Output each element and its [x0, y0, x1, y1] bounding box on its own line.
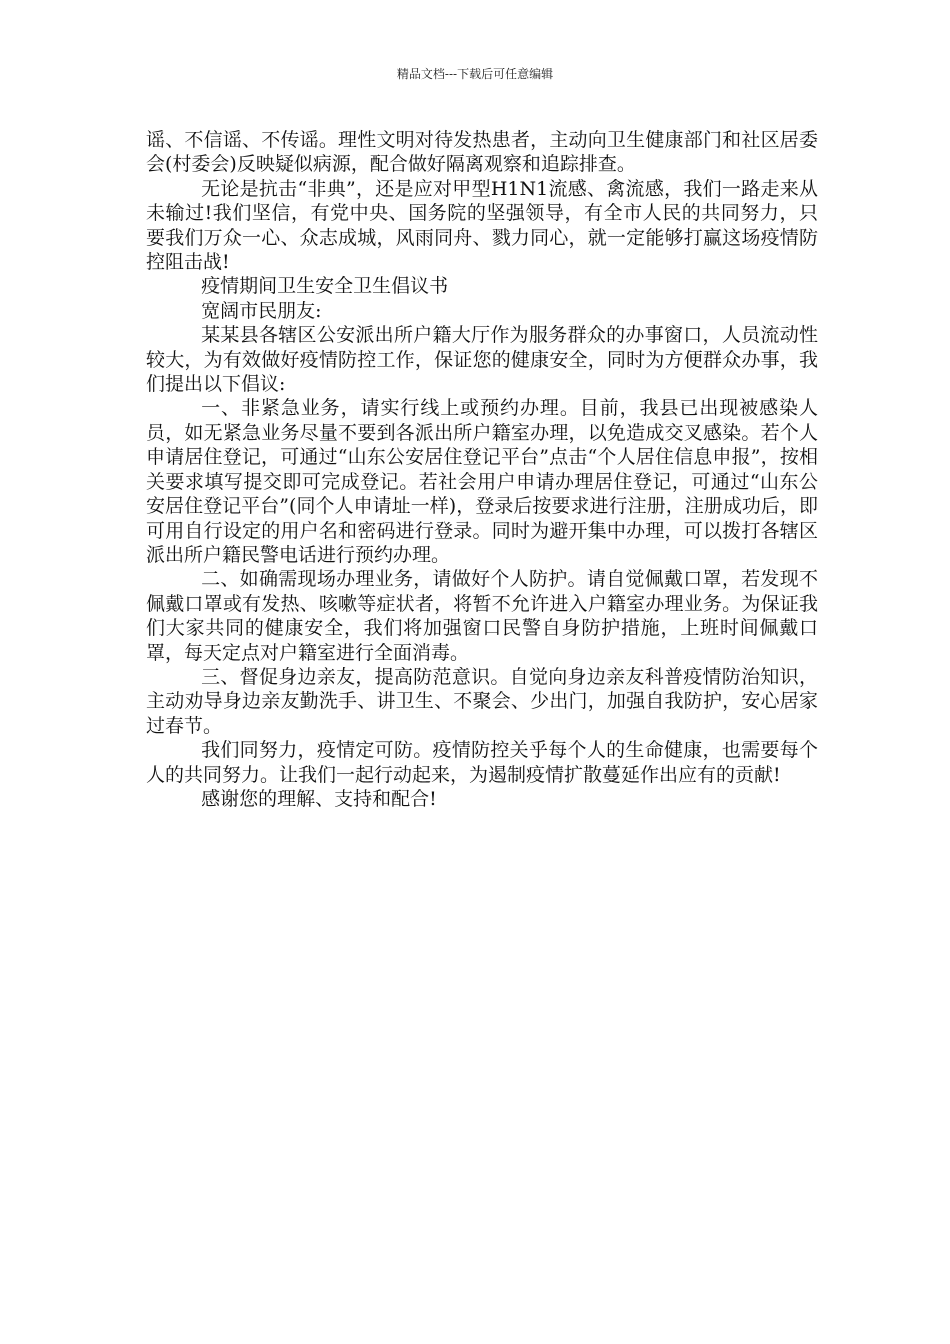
document-body: [146, 128, 818, 811]
salutation: 宽阔市民朋友:: [201, 299, 322, 322]
page-header: 精品文档---下载后可任意编辑: [396, 67, 554, 81]
proposal-title: 疫情期间卫生安全卫生倡议书: [201, 275, 449, 298]
paragraph-intro: 某某县各辖区公安派出所户籍大厅作为服务群众的办事窗口，人员流动性较大，为有效做好疫情防控工作，保证您的健康安全，同时为方便群众办事，我们提出以下倡议:: [146, 324, 818, 396]
paragraph-item-1: 一、非紧急业务，请实行线上或预约办理。目前，我县已出现被感染人员，如无紧急业务尽量不要到各派出所户籍室办理，以免造成交叉感染。若个人申请居住登记，可通过“山东公安居住登记平台”点击“个人居住信息申报”，按相关要求填写提交即可完成登记。若社会用户申请办理居住登记，可通过“山东公安居住登记平台”(同个人申请址一样)，登录后按要求进行注册，注册成功后，即可用自行设定的用户名和密码进行登录。同时为避开集中办理，可以拨打各辖区派出所户籍民警电话进行预约办理。: [146, 397, 818, 566]
paragraph-item-3: 三、督促身边亲友，提高防范意识。自觉向身边亲友科普疫情防治知识，主动劝导身边亲友勤洗手、讲卫生、不聚会、少出门，加强自我防护，安心居家过春节。: [146, 665, 818, 737]
paragraph-item-2: 二、如确需现场办理业务，请做好个人防护。请自觉佩戴口罩，若发现不佩戴口罩或有发热、咳嗽等症状者，将暂不允许进入户籍室办理业务。为保证我们大家共同的健康安全，我们将加强窗口民警自身防护措施，上班时间佩戴口罩，每天定点对户籍室进行全面消毒。: [146, 568, 818, 664]
paragraph-1: 谣、不信谣、不传谣。理性文明对待发热患者，主动向卫生健康部门和社区居委会(村委会)反映疑似病源，配合做好隔离观察和追踪排查。: [146, 129, 818, 176]
paragraph-thanks: 感谢您的理解、支持和配合!: [201, 787, 437, 810]
paragraph-closing: 我们同努力，疫情定可防。疫情防控关乎每个人的生命健康，也需要每个人的共同努力。让我们一起行动起来，为遏制疫情扩散蔓延作出应有的贡献!: [146, 739, 818, 786]
paragraph-2: 无论是抗击“非典”，还是应对甲型H1N1流感、禽流感，我们一路走来从未输过!我们坚信，有党中央、国务院的坚强领导，有全市人民的共同努力，只要我们万众一心、众志成城，风雨同舟、戮力同心，就一定能够打赢这场疫情防控阻击战!: [146, 177, 818, 274]
